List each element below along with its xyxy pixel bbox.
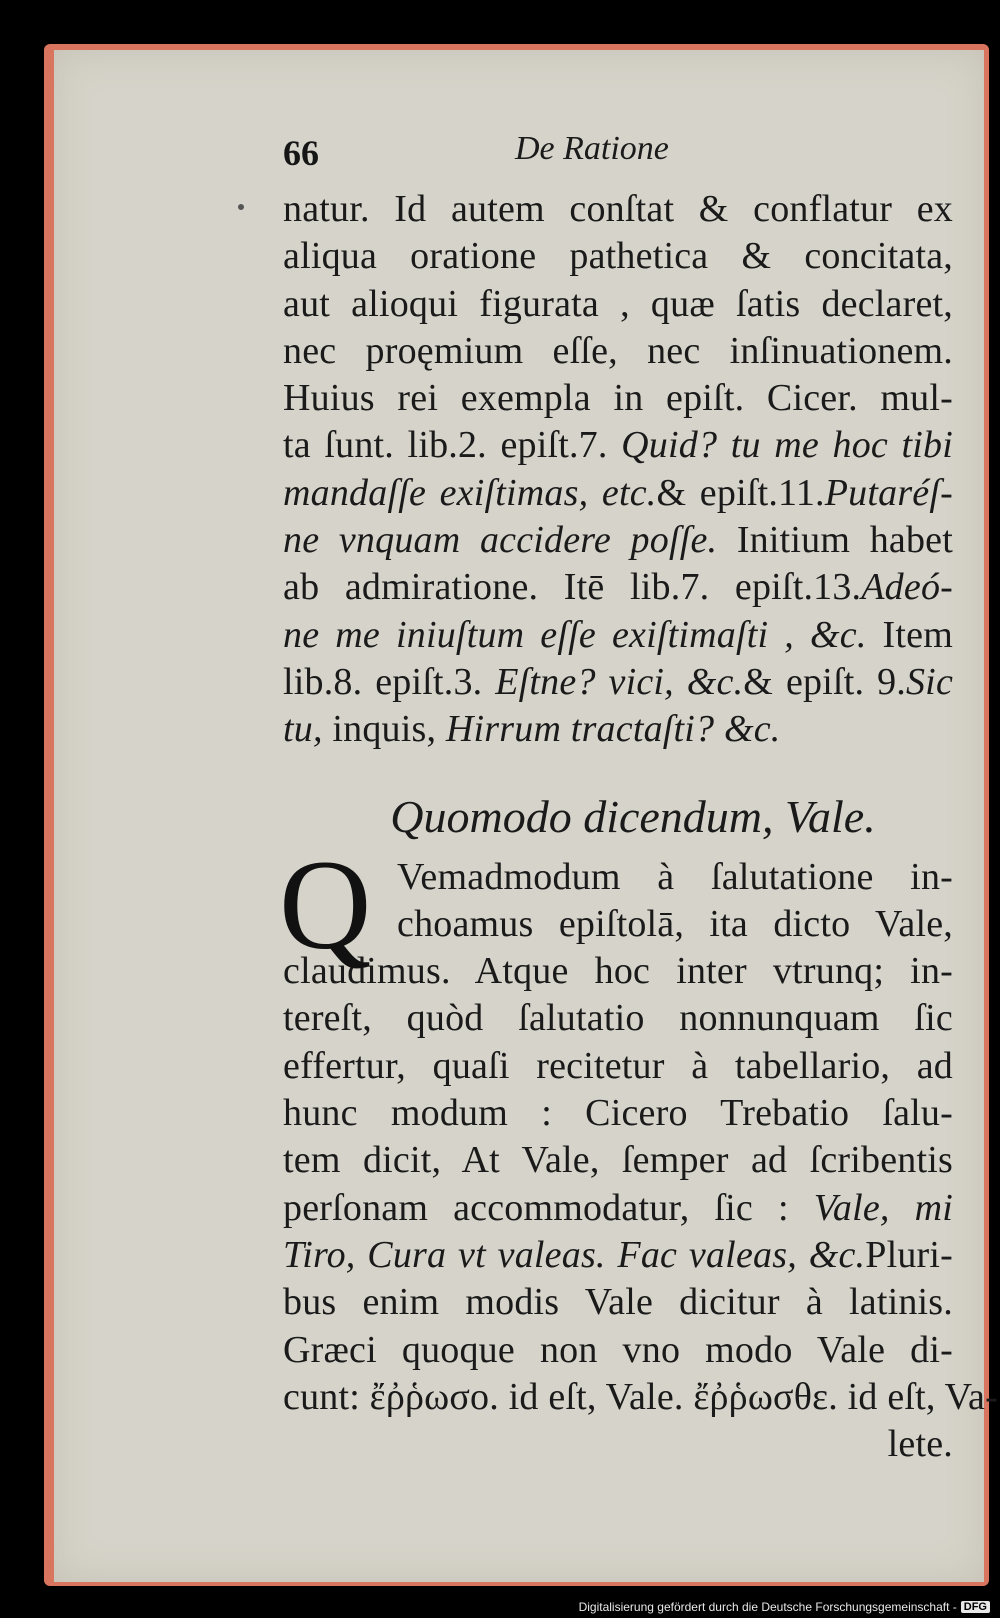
text-line <box>283 281 953 328</box>
text-block <box>279 186 998 1468</box>
paragraph-bottom <box>279 833 998 1469</box>
text-segment: aliqua oratione pathetica & concitata, <box>283 235 953 278</box>
text-line <box>283 233 953 280</box>
italic-segment: Vale, mi <box>813 1186 953 1229</box>
drop-cap: Q <box>279 833 372 976</box>
text-segment: choamus epiſtolā, ita dicto Vale, <box>397 902 953 945</box>
text-line <box>283 186 953 233</box>
italic-segment: Sic <box>905 660 954 703</box>
italic-segment: Adeó- <box>861 566 953 609</box>
text-segment: tem dicit, At Vale, ſemper ad ſcribentis <box>283 1139 953 1182</box>
dfg-logo: DFG <box>961 1601 990 1613</box>
italic-segment: Hirrum tractaſti? &c. <box>445 708 781 751</box>
text-line <box>283 328 953 375</box>
text-segment: cunt: ἔῤῥωσο. id eſt, Vale. ἔῤῥωσθε. id eſt, Va- <box>283 1375 998 1418</box>
italic-segment: mandaſſe exiſtimas, etc. <box>283 471 657 514</box>
italic-segment: Putaréſ- <box>824 471 953 514</box>
text-segment: Græci quoque non vno modo Vale di- <box>283 1328 953 1371</box>
text-line <box>283 1327 953 1374</box>
section-heading: Quomodo dicendum, Vale. <box>390 790 876 842</box>
text-segment: lib.8. epiſt.3. <box>283 660 496 703</box>
digitization-footer <box>579 1600 990 1614</box>
text-segment: ab admiratione. Itē lib.7. epiſt.13. <box>283 566 862 609</box>
text-segment: tereſt, quòd ſalutatio nonnunquam ſic <box>283 997 953 1040</box>
text-segment: Item <box>866 613 953 656</box>
italic-segment: ne me iniuſtum eſſe exiſtimaſti , &c. <box>283 613 867 656</box>
text-segment: Vemadmodum à ſalutatione in- <box>397 855 953 898</box>
italic-segment: Eſtne? vici, &c. <box>495 660 744 703</box>
text-line <box>283 1374 998 1421</box>
text-line <box>283 1090 953 1137</box>
text-line <box>283 1279 953 1326</box>
text-line <box>283 1185 953 1232</box>
text-segment: ta ſunt. lib.2. epiſt.7. <box>283 424 622 467</box>
text-line <box>283 517 953 564</box>
text-line <box>283 1043 953 1090</box>
text-segment: & epiſt. 9. <box>743 660 906 703</box>
page-number: 66 <box>283 133 319 173</box>
text-line <box>283 706 953 753</box>
text-line <box>283 901 953 948</box>
italic-segment: Quid? tu me hoc tibi <box>621 424 953 467</box>
footer-text: Digitalisierung gefördert durch die Deutsche Forschungsgemeinschaft - <box>578 1600 957 1614</box>
text-segment: claudimus. Atque hoc inter vtrunq; in- <box>283 950 953 993</box>
text-segment: perſonam accommodatur, ſic : <box>283 1186 814 1229</box>
paragraph-top <box>283 186 953 754</box>
text-line <box>283 1421 953 1468</box>
italic-segment: Tiro, Cura vt valeas. Fac valeas, &c. <box>283 1233 866 1276</box>
text-segment: lete. <box>887 1423 953 1466</box>
text-line <box>283 659 953 706</box>
text-line <box>283 375 953 422</box>
margin-mark <box>238 204 244 210</box>
text-line <box>283 1232 953 1279</box>
text-segment: Initium habet <box>717 519 953 562</box>
text-segment: bus enim modis Vale dicitur à latinis. <box>283 1281 953 1324</box>
italic-segment: ne vnquam accidere poſſe. <box>283 519 718 562</box>
text-line <box>283 948 953 995</box>
text-line <box>283 1137 953 1184</box>
text-segment: aut alioqui figurata , quæ ſatis declaret, <box>283 282 953 325</box>
text-segment: nec proęmium eſſe, nec inſinuationem. <box>283 329 953 372</box>
text-line <box>283 854 953 901</box>
text-line <box>283 564 953 611</box>
text-segment: & epiſt.11. <box>656 471 825 514</box>
text-line <box>283 612 953 659</box>
text-segment: natur. Id autem conſtat & conflatur ex <box>283 188 953 230</box>
text-segment: Huius rei exempla in epiſt. Cicer. mul- <box>283 377 953 420</box>
running-head: De Ratione <box>515 130 669 167</box>
text-segment: effertur, quaſi recitetur à tabellario, ad <box>283 1044 953 1087</box>
italic-segment: tu, <box>283 708 323 751</box>
text-segment: inquis, <box>322 708 446 751</box>
text-line <box>283 995 953 1042</box>
text-line <box>283 422 953 469</box>
text-segment: Pluri- <box>865 1233 953 1276</box>
text-line <box>283 470 953 517</box>
text-segment: hunc modum : Cicero Trebatio ſalu- <box>283 1092 953 1135</box>
